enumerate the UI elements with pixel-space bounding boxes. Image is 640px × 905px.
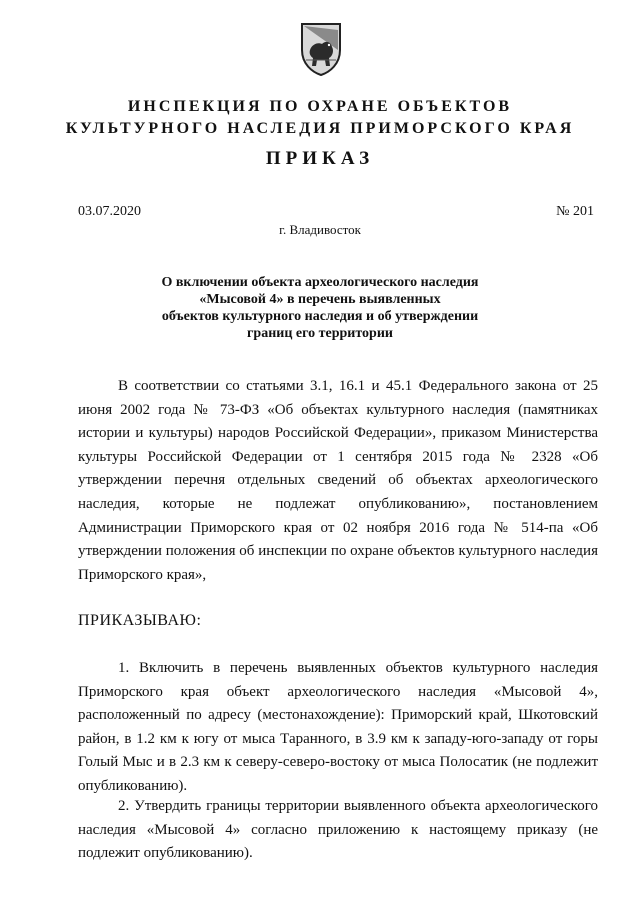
document-city: г. Владивосток (279, 222, 361, 237)
title-line: границ его территории (247, 326, 393, 341)
authority-line-1: ИНСПЕКЦИЯ ПО ОХРАНЕ ОБЪЕКТОВ (127, 98, 513, 115)
issuing-authority (60, 96, 580, 140)
order-word: ПРИКАЗЫВАЮ: (78, 612, 202, 629)
document-date: 03.07.2020 (78, 204, 141, 219)
order-item-1: 1. Включить в перечень выявленных объектов культурного наследия Приморского края объект археологического наследия «Мысовой 4», расположенный по адресу (местонахождение): Приморский край, Шкотовский район, в 1.2 км к югу от мыса Таранного, в 3.9 км к западу-юго-западу от горы Голый Мыс и в 2.3 км к северу-северо-востоку от мыса Полосатик (не подлежит опубликованию). (78, 660, 598, 794)
title-line: объектов культурного наследия и об утверждении (161, 309, 479, 324)
title-line: О включении объекта археологического наследия (161, 275, 479, 290)
title-line: «Мысовой 4» в перечень выявленных (199, 292, 441, 307)
document-number: № 201 (556, 204, 594, 219)
coat-of-arms-emblem (300, 20, 342, 76)
document-type: ПРИКАЗ (265, 148, 375, 169)
preamble-paragraph: В соответствии со статьями 3.1, 16.1 и 45.1 Федерального закона от 25 июня 2002 года № 73-ФЗ «Об объектах культурного наследия (памятниках истории и культуры) народов Российской Федерации», приказом Министерства культуры Российской Федерации от 1 сентября 2015 года № 2328 «Об утверждении перечня отдельных сведений об объектах археологического наследия, которые не подлежат опубликованию», постановлением Администрации Приморского края от 02 ноября 2016 года № 514-па «Об утверждении положения об инспекции по охране объектов культурного наследия Приморского края», (78, 378, 598, 583)
authority-line-2: КУЛЬТУРНОГО НАСЛЕДИЯ ПРИМОРСКОГО КРАЯ (65, 120, 575, 137)
document-title (120, 274, 520, 342)
order-item-2: 2. Утвердить границы территории выявленного объекта археологического наследия «Мысовой 4» согласно приложению к настоящему приказу (не подлежит опубликованию). (78, 798, 598, 862)
